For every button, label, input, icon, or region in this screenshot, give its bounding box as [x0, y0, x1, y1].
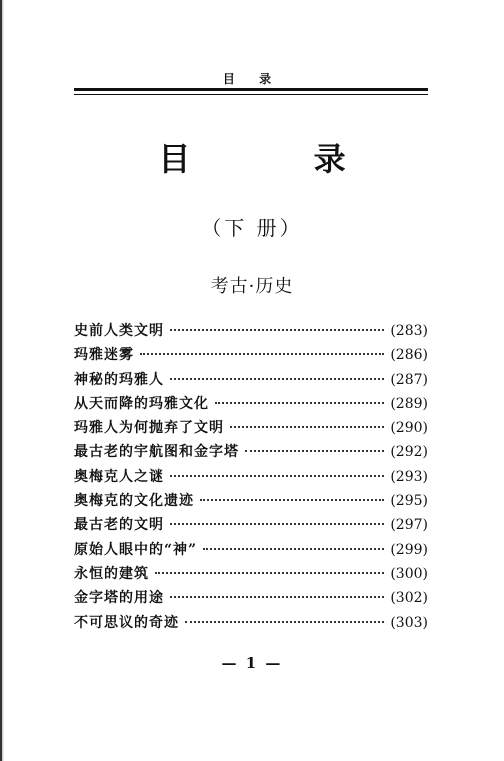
toc-entry[interactable]	[74, 369, 428, 393]
toc-entry-title: 史前人类文明	[74, 323, 164, 339]
toc-entry-page: (297)	[390, 517, 428, 534]
toc-entry-title: 原始人眼中的“神”	[74, 541, 198, 558]
page-edge	[0, 0, 4, 761]
page-number: — 1 —	[221, 654, 283, 672]
dot-leader	[185, 620, 384, 623]
toc-entry[interactable]	[74, 612, 428, 636]
toc-entry-title: 从天而降的玛雅文化	[74, 395, 209, 412]
toc-entry[interactable]	[74, 514, 428, 538]
toc-entry-title: 最古老的文明	[74, 517, 164, 534]
dot-leader	[170, 328, 384, 331]
toc-entry-title: 金字塔的用途	[74, 590, 164, 607]
toc-entry-page: (283)	[390, 323, 428, 339]
toc-entry-page: (293)	[390, 468, 428, 485]
toc-entry-title: 神秘的玛雅人	[74, 371, 164, 388]
dot-leader	[170, 474, 384, 477]
dot-leader	[230, 425, 384, 428]
toc-entry[interactable]	[74, 393, 428, 417]
toc-entry-page: (287)	[390, 371, 428, 388]
dot-leader	[245, 449, 384, 452]
dot-leader	[170, 522, 384, 525]
toc-entry[interactable]	[74, 417, 428, 441]
toc-entry-page: (292)	[390, 444, 428, 461]
dot-leader	[170, 377, 384, 380]
table-of-contents	[74, 320, 428, 636]
dot-leader	[215, 401, 384, 404]
header-rule-thick	[74, 88, 428, 91]
toc-entry-title: 奥梅克的文化遗迹	[74, 493, 194, 510]
toc-entry-title: 不可思议的奇迹	[74, 614, 179, 631]
toc-entry-page: (300)	[390, 565, 428, 582]
toc-entry[interactable]	[74, 490, 428, 514]
toc-entry-page: (302)	[390, 590, 428, 607]
dot-leader	[140, 352, 384, 355]
toc-entry-page: (286)	[390, 347, 428, 364]
toc-entry-title: 永恒的建筑	[74, 565, 149, 582]
toc-entry-title: 最古老的宇航图和金字塔	[74, 444, 239, 461]
dot-leader	[203, 547, 384, 550]
toc-entry[interactable]	[74, 344, 428, 368]
dot-leader	[200, 498, 384, 501]
toc-entry-page: (303)	[390, 614, 428, 631]
toc-entry[interactable]	[74, 563, 428, 587]
toc-entry[interactable]	[74, 466, 428, 490]
toc-entry-page: (299)	[390, 541, 428, 558]
page-title: 目 录	[158, 140, 402, 178]
header-rule-thin	[74, 94, 428, 95]
toc-entry-page: (295)	[390, 493, 428, 510]
dot-leader	[170, 595, 384, 598]
dot-leader	[155, 571, 384, 574]
toc-entry[interactable]	[74, 587, 428, 611]
toc-entry[interactable]	[74, 320, 428, 344]
toc-entry-title: 奥梅克人之谜	[74, 468, 164, 485]
toc-entry-title: 玛雅迷雾	[74, 347, 134, 364]
toc-entry[interactable]	[74, 539, 428, 563]
section-heading: 考古·历史	[210, 276, 294, 297]
toc-entry-page: (290)	[390, 420, 428, 437]
toc-entry[interactable]	[74, 441, 428, 465]
volume-label: （下 册）	[201, 216, 303, 240]
toc-entry-title: 玛雅人为何抛弃了文明	[74, 420, 224, 437]
running-head: 目 录	[222, 72, 282, 86]
toc-entry-page: (289)	[390, 395, 428, 412]
